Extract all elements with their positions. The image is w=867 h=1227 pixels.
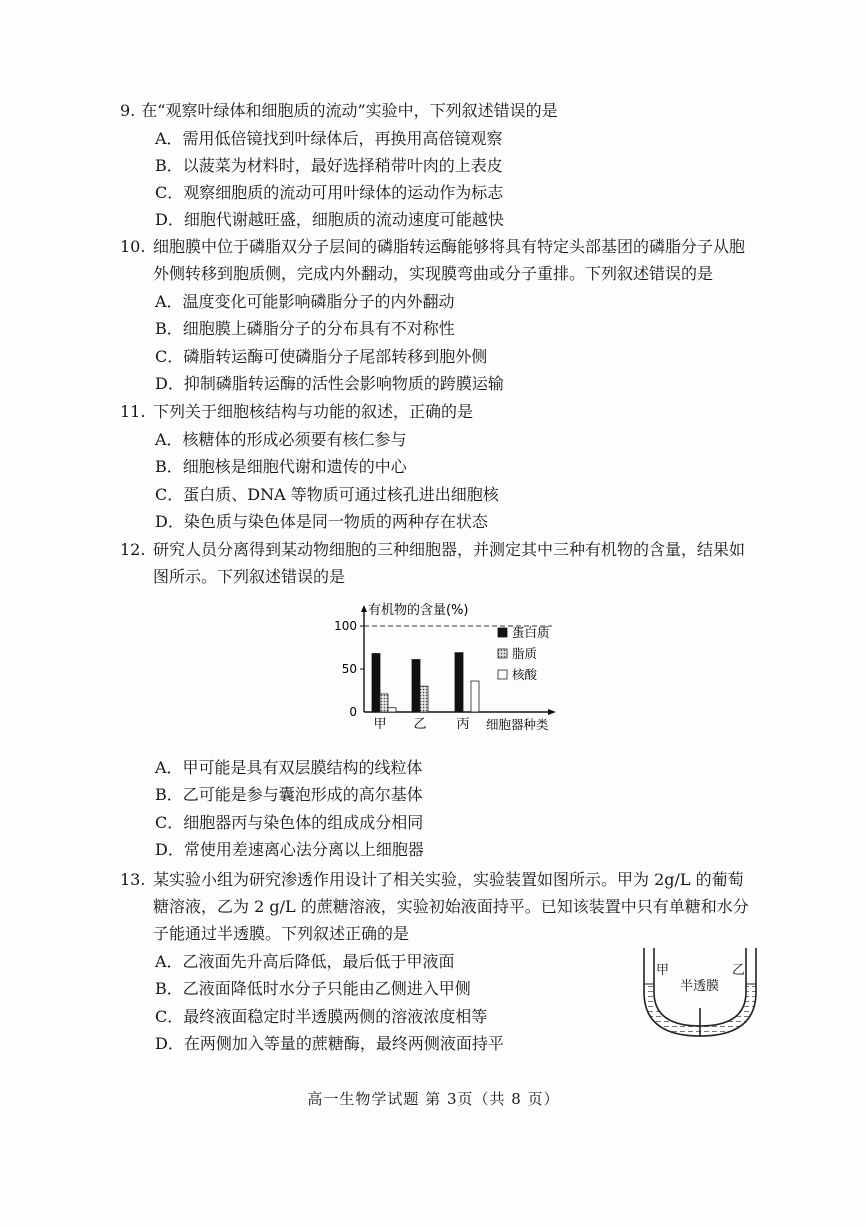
question-stem-line-1: 细胞膜中位于磷脂双分子层间的磷脂转运酶能够将具有特定头部基团的磷脂分子从胞 xyxy=(153,237,746,256)
question-stem-line-2: 图所示。下列叙述错误的是 xyxy=(153,567,346,586)
option-d: D．染色质与染色体是同一物质的两种存在状态 xyxy=(155,512,488,531)
option-b: B．细胞核是细胞代谢和遗传的中心 xyxy=(155,457,407,476)
bar-dotted-gray xyxy=(420,686,428,712)
question-stem-line-1: 研究人员分离得到某动物细胞的三种细胞器，并测定其中三种有机物的含量，结果如 xyxy=(153,540,746,559)
u-tube-osmosis-diagram xyxy=(640,944,760,1040)
option-b: B．以菠菜为材料时，最好选择稍带叶肉的上表皮 xyxy=(155,156,503,175)
bar-white-outline xyxy=(388,708,396,712)
option-a: A．乙液面先升高后降低，最后低于甲液面 xyxy=(155,952,455,971)
bar-white-outline xyxy=(471,681,479,712)
option-b: B．乙可能是参与囊泡形成的高尔基体 xyxy=(155,785,423,804)
chart-legend xyxy=(498,625,550,682)
legend-label: 脂质 xyxy=(512,646,538,661)
legend-label: 蛋白质 xyxy=(512,625,550,640)
question-number: 12. xyxy=(120,540,146,559)
option-c: C．蛋白质、DNA 等物质可通过核孔进出细胞核 xyxy=(155,485,499,504)
question-number: 10. xyxy=(120,237,146,256)
question-stem-line-2: 外侧转移到胞质侧，完成内外翻动，实现膜弯曲或分子重排。下列叙述错误的是 xyxy=(153,264,714,283)
page-footer: 高一生物学试题 第 3页（共 8 页） xyxy=(307,1090,560,1108)
bar-solid-black xyxy=(455,653,463,712)
option-d: D．细胞代谢越旺盛，细胞质的流动速度可能越快 xyxy=(155,210,504,229)
question-9-stem-line xyxy=(120,101,558,121)
option-d: D．抑制磷脂转运酶的活性会影响物质的跨膜运输 xyxy=(155,374,504,393)
right-side-label: 乙 xyxy=(732,963,746,978)
question-stem-line-1: 下列关于细胞核结构与功能的叙述，正确的是 xyxy=(153,402,474,421)
question-number: 13. xyxy=(120,870,146,889)
legend-label: 核酸 xyxy=(512,667,538,682)
legend-swatch xyxy=(498,670,507,679)
y-tick-label: 50 xyxy=(341,662,357,676)
y-tick-label: 0 xyxy=(349,705,357,719)
chart-bars xyxy=(372,653,479,732)
bar-solid-black xyxy=(372,654,380,712)
x-axis-label: 细胞器种类 xyxy=(486,717,549,732)
question-stem-line-3: 子能通过半透膜。下列叙述正确的是 xyxy=(153,924,410,943)
option-a: A．核糖体的形成必须要有核仁参与 xyxy=(155,430,407,449)
legend-swatch xyxy=(498,649,507,658)
membrane-label: 半透膜 xyxy=(680,979,720,994)
question-number: 11. xyxy=(120,402,146,421)
x-category-label: 乙 xyxy=(413,717,427,732)
organelle-content-bar-chart xyxy=(320,598,580,738)
option-a: A．需用低倍镜找到叶绿体后，再换用高倍镜观察 xyxy=(155,129,503,148)
left-side-label: 甲 xyxy=(656,963,670,978)
y-axis-arrow xyxy=(361,605,367,612)
question-stem-line-2: 糖溶液，乙为 2 g/L 的蔗糖溶液，实验初始液面持平。已知该装置中只有单糖和水分 xyxy=(153,897,749,916)
option-c: C．观察细胞质的流动可用叶绿体的运动作为标志 xyxy=(155,183,504,202)
option-c: C．最终液面稳定时半透膜两侧的溶液浓度相等 xyxy=(155,1007,488,1026)
x-category-label: 丙 xyxy=(456,717,470,732)
legend-swatch xyxy=(498,628,507,637)
option-d: D．在两侧加入等量的蔗糖酶，最终两侧液面持平 xyxy=(155,1034,504,1053)
option-c: C．磷脂转运酶可使磷脂分子尾部转移到胞外侧 xyxy=(155,347,488,366)
bar-dotted-gray xyxy=(380,694,388,712)
bar-solid-black xyxy=(412,660,420,712)
x-axis-arrow xyxy=(548,709,556,715)
chart-title: 有机物的含量(%) xyxy=(368,603,469,618)
option-c: C．细胞器丙与染色体的组成成分相同 xyxy=(155,813,424,832)
option-a: A．温度变化可能影响磷脂分子的内外翻动 xyxy=(155,292,455,311)
question-number: 9. xyxy=(120,101,136,120)
chart-axes xyxy=(334,605,556,719)
y-tick-label: 100 xyxy=(334,619,357,633)
option-d: D．常使用差速离心法分离以上细胞器 xyxy=(155,840,424,859)
option-b: B．细胞膜上磷脂分子的分布具有不对称性 xyxy=(155,319,455,338)
question-stem-text: 在“观察叶绿体和细胞质的流动”实验中，下列叙述错误的是 xyxy=(141,101,558,120)
x-category-label: 甲 xyxy=(373,717,387,732)
option-a: A．甲可能是具有双层膜结构的线粒体 xyxy=(155,758,423,777)
question-stem-line-1: 某实验小组为研究渗透作用设计了相关实验，实验装置如图所示。甲为 2g/L 的葡萄 xyxy=(153,870,744,889)
option-b: B．乙液面降低时水分子只能由乙侧进入甲侧 xyxy=(155,979,471,998)
